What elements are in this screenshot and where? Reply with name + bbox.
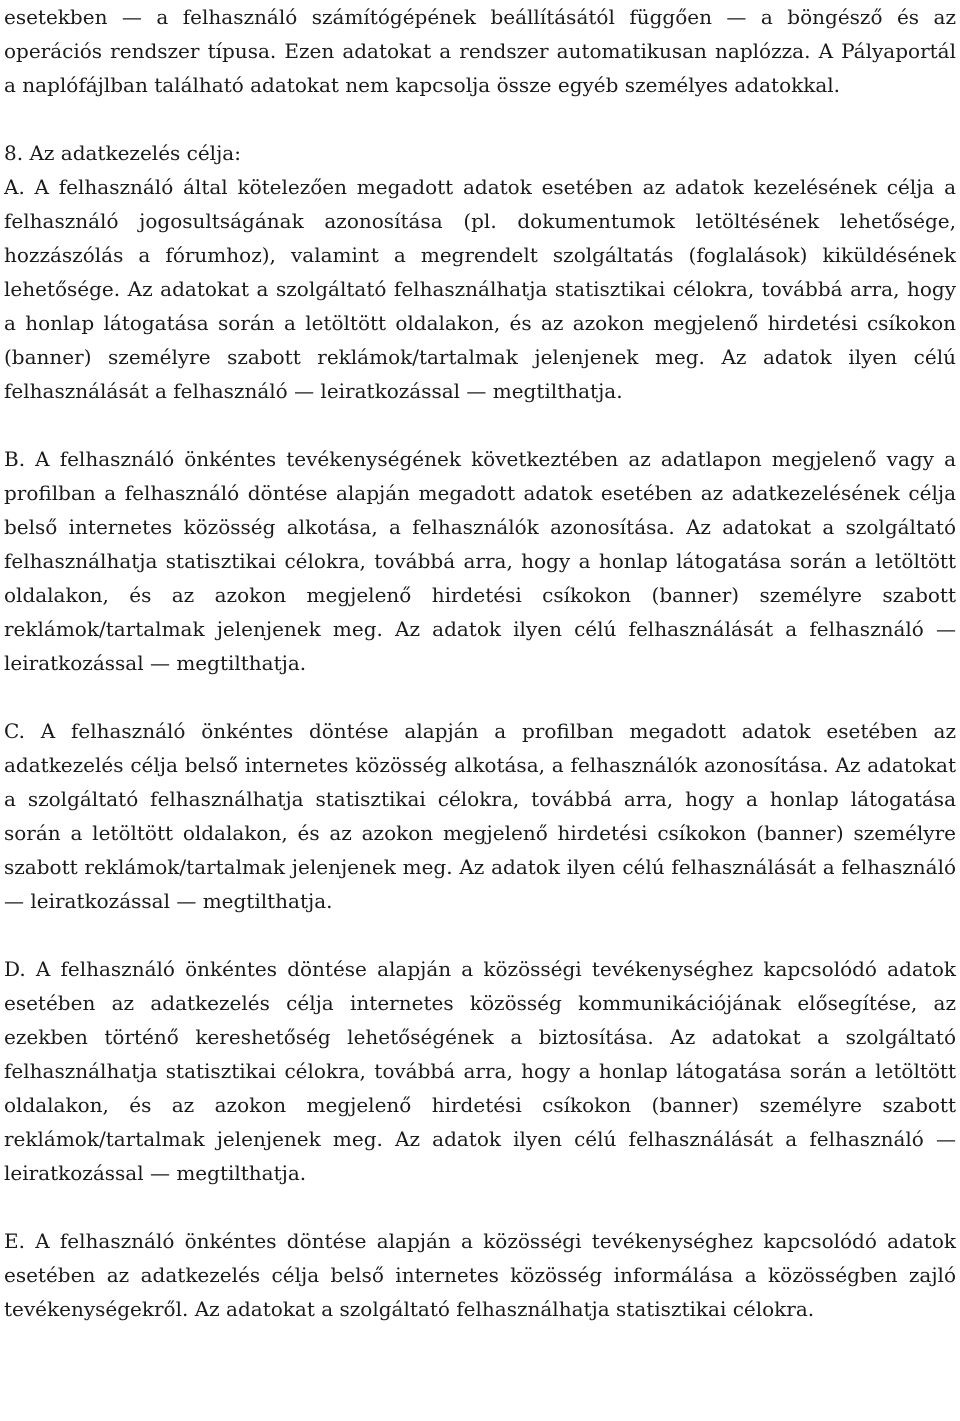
intro-paragraph: esetekben — a felhasználó számítógépének beállításától függően — a böngésző és az operációs rendszer típusa. Ezen adatokat a rendszer automatikusan naplózza. A Pályaportál a naplófájlban található adatokat nem kapcsolja össze egyéb személyes adatokkal. bbox=[4, 5, 956, 97]
spacer bbox=[4, 680, 956, 714]
paragraph-a: A. A felhasználó által kötelezően megadott adatok esetében az adatok kezelésének célja a felhasználó jogosultságának azonosítása (pl. dokumentumok letöltésének lehetősége, hozzászólás a fórumhoz), valamint a megrendelt szolgáltatás (foglalások) kiküldésének lehetősége. Az adatokat a szolgáltató felhasználhatja statisztikai célokra, továbbá arra, hogy a honlap látogatása során a letöltött oldalakon, és az azokon megjelenő hirdetési csíkokon (banner) személyre szabott reklámok/tartalmak jelenjenek meg. Az adatok ilyen célú felhasználását a felhasználó — leiratkozással — megtilthatja. bbox=[4, 175, 956, 403]
spacer bbox=[4, 408, 956, 442]
spacer bbox=[4, 102, 956, 136]
paragraph-c: C. A felhasználó önkéntes döntése alapján a profilban megadott adatok esetében az adatkezelés célja belső internetes közösség alkotása, a felhasználók azonosítása. Az adatokat a szolgáltató felhasználhatja statisztikai célokra, továbbá arra, hogy a honlap látogatása során a letöltött oldalakon, és az azokon megjelenő hirdetési csíkokon (banner) személyre szabott reklámok/tartalmak jelenjenek meg. Az adatok ilyen célú felhasználását a felhasználó — leiratkozással — megtilthatja. bbox=[4, 719, 956, 913]
paragraph-d: D. A felhasználó önkéntes döntése alapján a közösségi tevékenységhez kapcsolódó adatok esetében az adatkezelés célja internetes közösség kommunikációjának elősegítése, az ezekben történő kereshetőség lehetőségének a biztosítása. Az adatokat a szolgáltató felhasználhatja statisztikai célokra, továbbá arra, hogy a honlap látogatása során a letöltött oldalakon, és az azokon megjelenő hirdetési csíkokon (banner) személyre szabott reklámok/tartalmak jelenjenek meg. Az adatok ilyen célú felhasználását a felhasználó — leiratkozással — megtilthatja. bbox=[4, 957, 956, 1185]
spacer bbox=[4, 918, 956, 952]
spacer bbox=[4, 1190, 956, 1224]
section-heading: 8. Az adatkezelés célja: bbox=[4, 141, 241, 165]
document-page bbox=[4, 0, 956, 1326]
paragraph-e: E. A felhasználó önkéntes döntése alapján a közösségi tevékenységhez kapcsolódó adatok esetében az adatkezelés célja belső internetes közösség informálása a közösségben zajló tevékenységekről. Az adatokat a szolgáltató felhasználhatja statisztikai célokra. bbox=[4, 1229, 956, 1321]
paragraph-b: B. A felhasználó önkéntes tevékenységének következtében az adatlapon megjelenő vagy a profilban a felhasználó döntése alapján megadott adatok esetében az adatkezelésének célja belső internetes közösség alkotása, a felhasználók azonosítása. Az adatokat a szolgáltató felhasználhatja statisztikai célokra, továbbá arra, hogy a honlap látogatása során a letöltött oldalakon, és az azokon megjelenő hirdetési csíkokon (banner) személyre szabott reklámok/tartalmak jelenjenek meg. Az adatok ilyen célú felhasználását a felhasználó — leiratkozással — megtilthatja. bbox=[4, 447, 956, 675]
